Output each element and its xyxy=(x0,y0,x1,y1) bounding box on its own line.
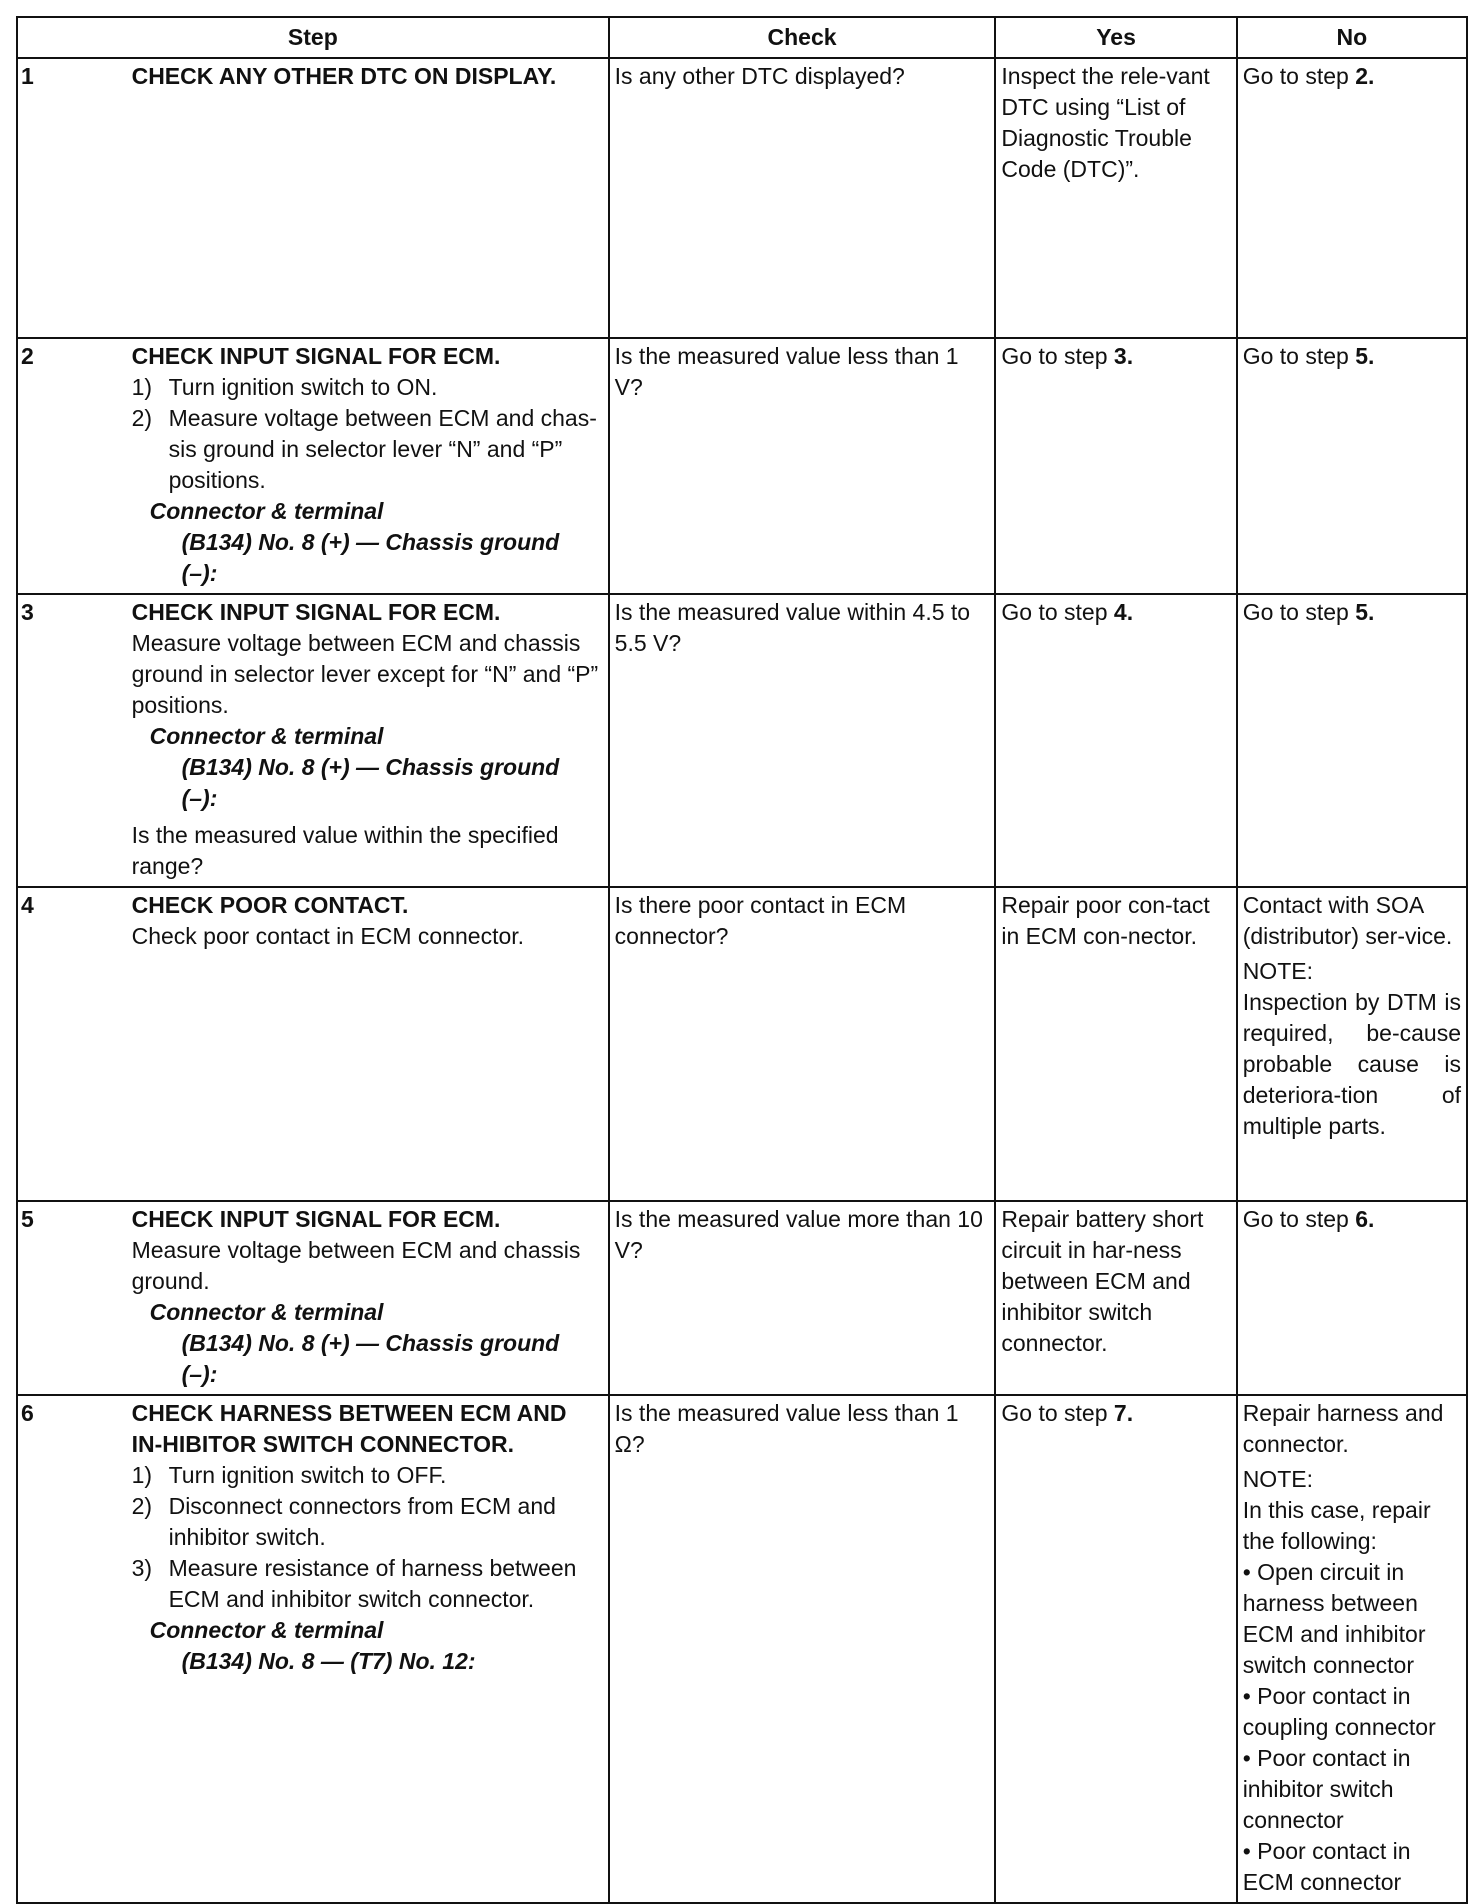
no-cell xyxy=(1237,58,1467,338)
goto-step: 7. xyxy=(1113,1400,1134,1426)
step-title: CHECK ANY OTHER DTC ON DISPLAY. xyxy=(131,63,557,89)
sub-step-text: Turn ignition switch to OFF. xyxy=(168,1462,447,1488)
step-title: CHECK POOR CONTACT. xyxy=(131,892,409,918)
goto-prefix: Go to step xyxy=(1242,343,1356,369)
goto-prefix: Go to step xyxy=(1242,599,1356,625)
goto-prefix: Go to step xyxy=(1242,1206,1356,1232)
note-label: NOTE: xyxy=(1242,1466,1313,1492)
step-text: Check poor contact in ECM connector. xyxy=(131,923,525,949)
goto-step: 2. xyxy=(1355,63,1375,89)
check-cell: Is the measured value less than 1 Ω? xyxy=(609,1395,996,1903)
step-title: CHECK INPUT SIGNAL FOR ECM. xyxy=(131,343,501,369)
sub-step-text: Disconnect connectors from ECM and inhibitor switch. xyxy=(168,1493,556,1550)
check-cell: Is the measured value less than 1 V? xyxy=(609,338,996,594)
connector-value: (B134) No. 8 (+) — Chassis ground (–): xyxy=(181,529,560,586)
step-question: Is the measured value within the specified range? xyxy=(131,822,559,879)
step-content xyxy=(132,887,609,1201)
sub-step xyxy=(132,372,600,403)
step-number: 3 xyxy=(17,594,132,887)
note-bullet: • Open circuit in harness between ECM and inhibitor switch connector xyxy=(1242,1559,1426,1678)
step-text: Measure voltage between ECM and chassis ground in selector lever except for “N” and “P” positions. xyxy=(131,630,599,718)
no-cell xyxy=(1237,338,1467,594)
connector-label: Connector & terminal xyxy=(149,1299,384,1325)
yes-cell xyxy=(995,1395,1236,1903)
step-title: CHECK INPUT SIGNAL FOR ECM. xyxy=(131,1206,501,1232)
step-content xyxy=(132,338,609,594)
header-check: Check xyxy=(609,17,996,58)
connector-label: Connector & terminal xyxy=(149,723,384,749)
goto-prefix: Go to step xyxy=(1242,63,1356,89)
yes-cell xyxy=(995,338,1236,594)
goto-step: 3. xyxy=(1113,343,1134,369)
sub-step-number: 2) xyxy=(131,405,153,431)
goto-prefix: Go to step xyxy=(1001,1400,1114,1426)
no-cell xyxy=(1237,1201,1467,1395)
sub-step-text: Measure resistance of harness between ECM and inhibitor switch connector. xyxy=(168,1555,577,1612)
table-row xyxy=(17,1395,1467,1903)
no-cell xyxy=(1237,1395,1467,1903)
step-text: Measure voltage between ECM and chassis ground. xyxy=(131,1237,581,1294)
sub-step xyxy=(132,1460,600,1491)
yes-cell: Repair battery short circuit in har-ness between ECM and inhibitor switch connector. xyxy=(995,1201,1236,1395)
sub-step-number: 3) xyxy=(131,1555,153,1581)
connector-value: (B134) No. 8 (+) — Chassis ground (–): xyxy=(181,1330,560,1387)
note-bullet: • Poor contact in ECM connector xyxy=(1242,1838,1411,1895)
note-bullet: • Poor contact in inhibitor switch connector xyxy=(1242,1745,1411,1833)
goto-step: 4. xyxy=(1113,599,1134,625)
table-row xyxy=(17,58,1467,338)
note-bullet: • Poor contact in coupling connector xyxy=(1242,1683,1436,1740)
sub-step-number: 1) xyxy=(131,1462,153,1488)
connector-value: (B134) No. 8 — (T7) No. 12: xyxy=(181,1648,476,1674)
sub-step-number: 2) xyxy=(131,1493,153,1519)
header-row xyxy=(17,17,1467,58)
sub-step xyxy=(132,1553,600,1615)
no-action: Contact with SOA (distributor) ser-vice. xyxy=(1242,892,1453,949)
no-action: Repair harness and connector. xyxy=(1242,1400,1444,1457)
check-cell: Is the measured value within 4.5 to 5.5 V? xyxy=(609,594,996,887)
header-yes: Yes xyxy=(995,17,1236,58)
table-row xyxy=(17,887,1467,1201)
sub-step xyxy=(132,1491,600,1553)
step-content xyxy=(132,1395,609,1903)
diagnostic-table xyxy=(16,16,1468,1904)
sub-step xyxy=(132,403,600,496)
note-text: In this case, repair the following: xyxy=(1242,1497,1431,1554)
step-content xyxy=(132,1201,609,1395)
step-number: 5 xyxy=(17,1201,132,1395)
check-cell: Is there poor contact in ECM connector? xyxy=(609,887,996,1201)
connector-label: Connector & terminal xyxy=(149,498,384,524)
table-row xyxy=(17,338,1467,594)
check-cell: Is the measured value more than 10 V? xyxy=(609,1201,996,1395)
goto-prefix: Go to step xyxy=(1001,343,1114,369)
goto-step: 6. xyxy=(1355,1206,1375,1232)
yes-cell xyxy=(995,594,1236,887)
sub-step-text: Measure voltage between ECM and chas-sis ground in selector lever “N” and “P” positions. xyxy=(168,405,597,493)
step-title: CHECK HARNESS BETWEEN ECM AND IN-HIBITOR SWITCH CONNECTOR. xyxy=(131,1400,567,1457)
header-no: No xyxy=(1237,17,1467,58)
connector-label: Connector & terminal xyxy=(149,1617,384,1643)
step-content xyxy=(132,594,609,887)
goto-prefix: Go to step xyxy=(1001,599,1114,625)
sub-step-text: Turn ignition switch to ON. xyxy=(168,374,438,400)
goto-step: 5. xyxy=(1355,343,1375,369)
no-cell xyxy=(1237,887,1467,1201)
yes-cell: Inspect the rele-vant DTC using “List of Diagnostic Trouble Code (DTC)”. xyxy=(995,58,1236,338)
check-cell: Is any other DTC displayed? xyxy=(609,58,996,338)
note-text: Inspection by DTM is required, be-cause probable cause is deteriora-tion of multiple parts. xyxy=(1242,989,1461,1139)
header-step: Step xyxy=(17,17,609,58)
no-cell xyxy=(1237,594,1467,887)
sub-step-number: 1) xyxy=(131,374,153,400)
connector-value: (B134) No. 8 (+) — Chassis ground (–): xyxy=(181,754,560,811)
goto-step: 5. xyxy=(1355,599,1375,625)
table-row xyxy=(17,1201,1467,1395)
step-number: 1 xyxy=(17,58,132,338)
step-content xyxy=(132,58,609,338)
step-number: 4 xyxy=(17,887,132,1201)
step-title: CHECK INPUT SIGNAL FOR ECM. xyxy=(131,599,501,625)
yes-cell: Repair poor con-tact in ECM con-nector. xyxy=(995,887,1236,1201)
step-number: 6 xyxy=(17,1395,132,1903)
step-number: 2 xyxy=(17,338,132,594)
note-label: NOTE: xyxy=(1242,958,1313,984)
table-row xyxy=(17,594,1467,887)
